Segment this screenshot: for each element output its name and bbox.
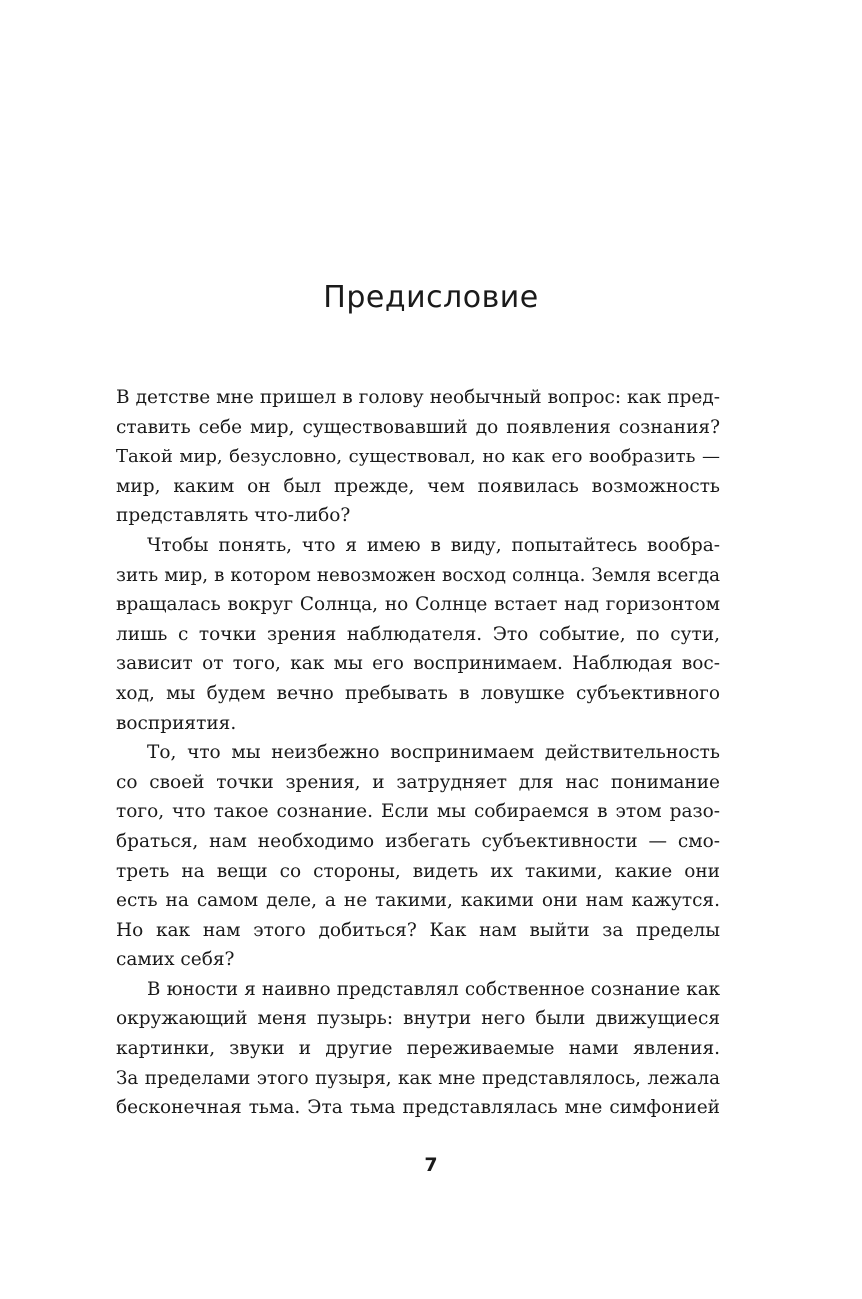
text-line: ставить себе мир, существовавший до появления сознания? bbox=[116, 416, 720, 438]
text-line: со своей точки зрения, и затрудняет для нас понимание bbox=[116, 771, 720, 793]
text-line: За пределами этого пузыря, как мне представлялось, лежала bbox=[116, 1067, 720, 1089]
text-line: есть на самом деле, а не такими, какими они нам кажутся. bbox=[116, 890, 720, 912]
text-line: То, что мы неизбежно воспринимаем действительность bbox=[147, 742, 720, 764]
text-line: лишь с точки зрения наблюдателя. Это событие, по сути, bbox=[116, 623, 720, 645]
text-line: В юности я наивно представлял собственное сознание как bbox=[147, 978, 720, 1000]
text-line: браться, нам необходимо избегать субъективности — смо- bbox=[116, 830, 720, 852]
text-line: зить мир, в котором невозможен восход солнца. Земля всегда bbox=[116, 564, 720, 586]
text-line: вращалась вокруг Солнца, но Солнце встает над горизонтом bbox=[116, 594, 720, 616]
text-line: бесконечная тьма. Эта тьма представлялась мне симфонией bbox=[116, 1097, 720, 1119]
chapter-title: Предисловие bbox=[323, 280, 539, 315]
text-line: Но как нам этого добиться? Как нам выйти за пределы bbox=[116, 919, 720, 941]
text-line: того, что такое сознание. Если мы собираемся в этом разо- bbox=[116, 801, 720, 823]
text-line: зависит от того, как мы его воспринимаем. Наблюдая вос- bbox=[116, 653, 720, 675]
text-line: ход, мы будем вечно пребывать в ловушке субъективного bbox=[116, 682, 720, 704]
text-line: Чтобы понять, что я имею в виду, попытайтесь вообра- bbox=[147, 534, 720, 556]
text-line: мир, каким он был прежде, чем появилась возможность bbox=[116, 475, 720, 497]
text-line: треть на вещи со стороны, видеть их такими, какие они bbox=[116, 860, 720, 882]
text-line: восприятия. bbox=[116, 712, 237, 734]
text-line: В детстве мне пришел в голову необычный вопрос: как пред- bbox=[116, 387, 720, 408]
text-line: представлять что-либо? bbox=[116, 505, 351, 527]
text-line: картинки, звуки и другие переживаемые нами явления. bbox=[116, 1038, 720, 1060]
text-line: Такой мир, безусловно, существовал, но как его вообразить — bbox=[116, 446, 720, 468]
body-text bbox=[116, 383, 720, 1123]
page-number: 7 bbox=[424, 1154, 438, 1176]
text-line: окружающий меня пузырь: внутри него были движущиеся bbox=[116, 1008, 720, 1030]
text-line: самих себя? bbox=[116, 949, 235, 971]
